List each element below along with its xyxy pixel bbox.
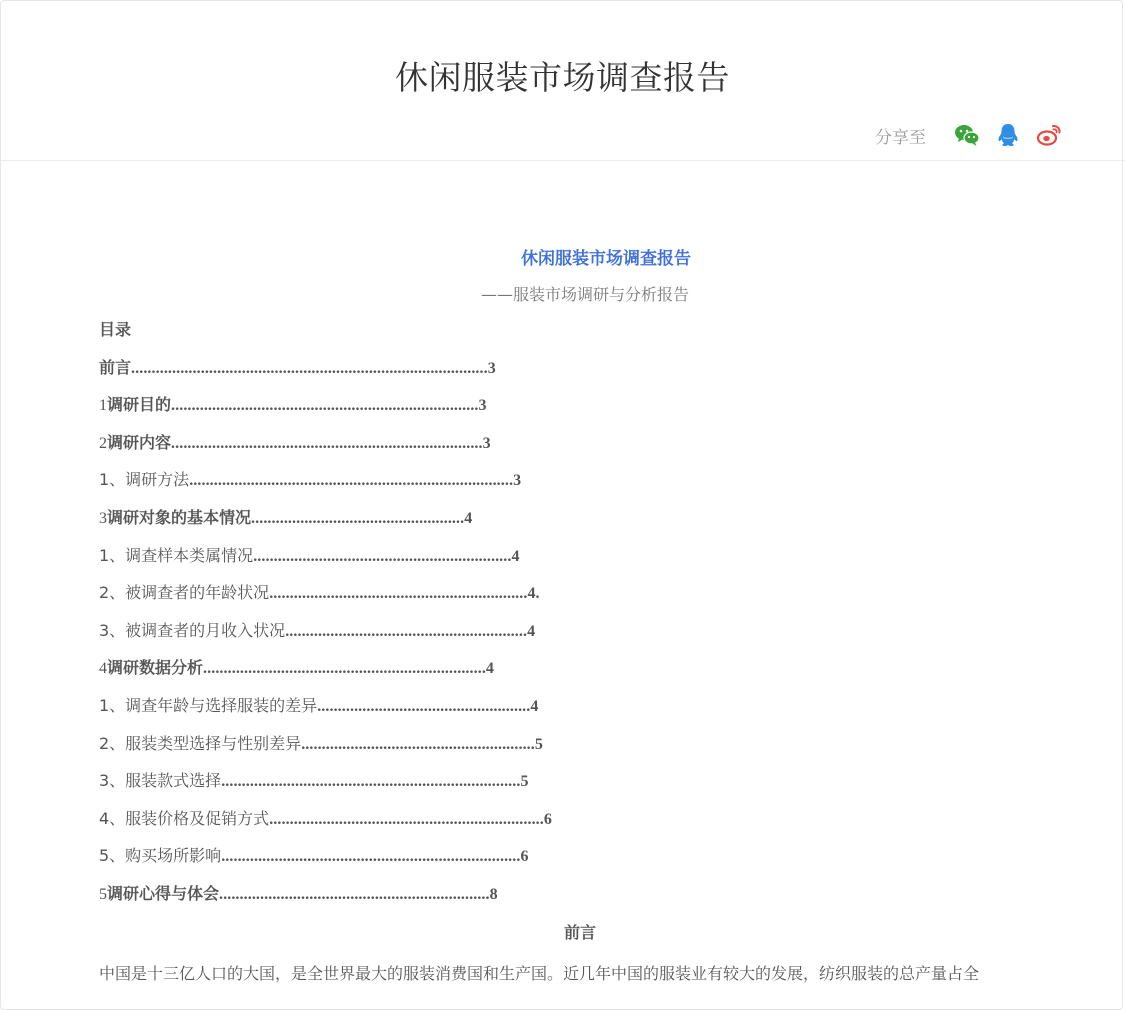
toc-entry-label: 调研内容 xyxy=(107,432,172,452)
toc-entry-label: 调研数据分析 xyxy=(107,658,204,678)
toc-entry[interactable] xyxy=(99,506,999,544)
share-label: 分享至 xyxy=(875,127,926,148)
toc-entry-label: 2、服装类型选择与性别差异 xyxy=(99,733,302,753)
toc-entry[interactable] xyxy=(99,882,999,920)
toc-entry-page: 5 xyxy=(520,773,529,791)
toc-entry-leader: ..................................................................... xyxy=(203,660,486,678)
toc-entry-leader: ............................................................... xyxy=(253,547,512,565)
toc-entry-page: 6 xyxy=(543,810,552,828)
document-subtitle: ——服装市场调研与分析报告 xyxy=(480,285,689,304)
toc-entry-page: 6 xyxy=(520,848,529,866)
toc-entry[interactable] xyxy=(99,619,999,657)
toc-entry-leader: ......................................................................... xyxy=(221,848,521,866)
toc-entry-leader: ............................................................... xyxy=(269,585,528,603)
toc-entry-label: 3、被调查者的月收入状况 xyxy=(99,620,286,640)
toc-entry-leader: ......................................................................... xyxy=(221,773,521,791)
toc-entry-leader: ........................................................................... xyxy=(171,397,479,415)
toc-entry-page: 3 xyxy=(482,434,491,452)
share-bar xyxy=(875,120,1063,150)
page-header xyxy=(0,0,1125,161)
qq-icon[interactable] xyxy=(994,121,1022,149)
toc-entry-label: 3、服装款式选择 xyxy=(99,771,222,791)
toc-entry-label: 1、调查样本类属情况 xyxy=(99,545,254,565)
toc-entry-leader: ............................................................................ xyxy=(171,434,483,452)
section-heading: 前言 xyxy=(563,923,596,942)
toc-entry[interactable] xyxy=(99,807,999,845)
toc-entry-label: 调研目的 xyxy=(107,395,172,415)
toc-entry-leader: .................................................... xyxy=(317,697,531,715)
toc-entry-leader: ............................................................................... xyxy=(189,472,514,490)
toc-entry-number: 1 xyxy=(99,397,107,415)
toc-entry-label: 调研对象的基本情况 xyxy=(107,507,252,527)
toc-entry-label: 前言 xyxy=(99,357,132,377)
toc-entry-leader: ................................................................... xyxy=(269,810,544,828)
toc-entry-number: 2 xyxy=(99,434,107,452)
toc-entry-label: 2、被调查者的年龄状况 xyxy=(99,583,270,603)
toc-entry-leader: .................................................... xyxy=(251,509,465,527)
intro-paragraph: 中国是十三亿人口的大国，是全世界最大的服装消费国和生产国。近几年中国的服装业有较大的发展，纺织服装的总产量占全 xyxy=(99,964,980,983)
toc-entry-page: 3 xyxy=(487,359,496,377)
toc-entry-page: 8 xyxy=(489,885,498,903)
toc-entry[interactable] xyxy=(99,356,999,394)
toc-entry[interactable] xyxy=(99,544,999,582)
toc-entry[interactable] xyxy=(99,694,999,732)
toc-entry-leader: ........................................................... xyxy=(285,622,528,640)
toc-entry-label: 调研心得与体会 xyxy=(107,883,220,903)
toc-entry-page: 4 xyxy=(527,622,536,640)
toc-entry-label: 1、调查年龄与选择服装的差异 xyxy=(99,695,318,715)
toc-entry-number: 3 xyxy=(99,509,107,527)
toc-entry-number: 4 xyxy=(99,660,107,678)
toc-entry-page: 5 xyxy=(534,735,543,753)
toc-heading: 目录 xyxy=(99,320,132,339)
toc-entry-page: 4 xyxy=(485,660,494,678)
document-title: 休闲服装市场调查报告 xyxy=(521,249,691,269)
table-of-contents xyxy=(99,318,999,920)
toc-entry-label: 1、调研方法 xyxy=(99,470,190,490)
wechat-icon[interactable] xyxy=(953,121,981,149)
toc-entry-label: 4、服装价格及促销方式 xyxy=(99,808,270,828)
toc-entry[interactable] xyxy=(99,468,999,506)
toc-entry[interactable] xyxy=(99,656,999,694)
toc-entry-leader: ....................................................................................... xyxy=(131,359,488,377)
toc-entry-page: 4 xyxy=(511,547,520,565)
toc-entry-page: 4 xyxy=(530,697,539,715)
toc-entry[interactable] xyxy=(99,431,999,469)
weibo-icon[interactable] xyxy=(1035,121,1063,149)
toc-entry-page: 3 xyxy=(478,397,487,415)
toc-entry[interactable] xyxy=(99,844,999,882)
toc-entry-leader: ......................................................... xyxy=(301,735,535,753)
toc-entry-leader: .................................................................. xyxy=(219,885,490,903)
toc-entry-page: 4 xyxy=(464,509,473,527)
toc-entry[interactable] xyxy=(99,393,999,431)
toc-entry[interactable] xyxy=(99,581,999,619)
toc-entry[interactable] xyxy=(99,732,999,770)
toc-entry-page: 4. xyxy=(527,585,540,603)
page-title: 休闲服装市场调查报告 xyxy=(395,58,730,97)
toc-entry[interactable] xyxy=(99,769,999,807)
toc-entry-number: 5 xyxy=(99,885,107,903)
toc-entry-label: 5、购买场所影响 xyxy=(99,846,222,866)
toc-entry-page: 3 xyxy=(513,472,522,490)
